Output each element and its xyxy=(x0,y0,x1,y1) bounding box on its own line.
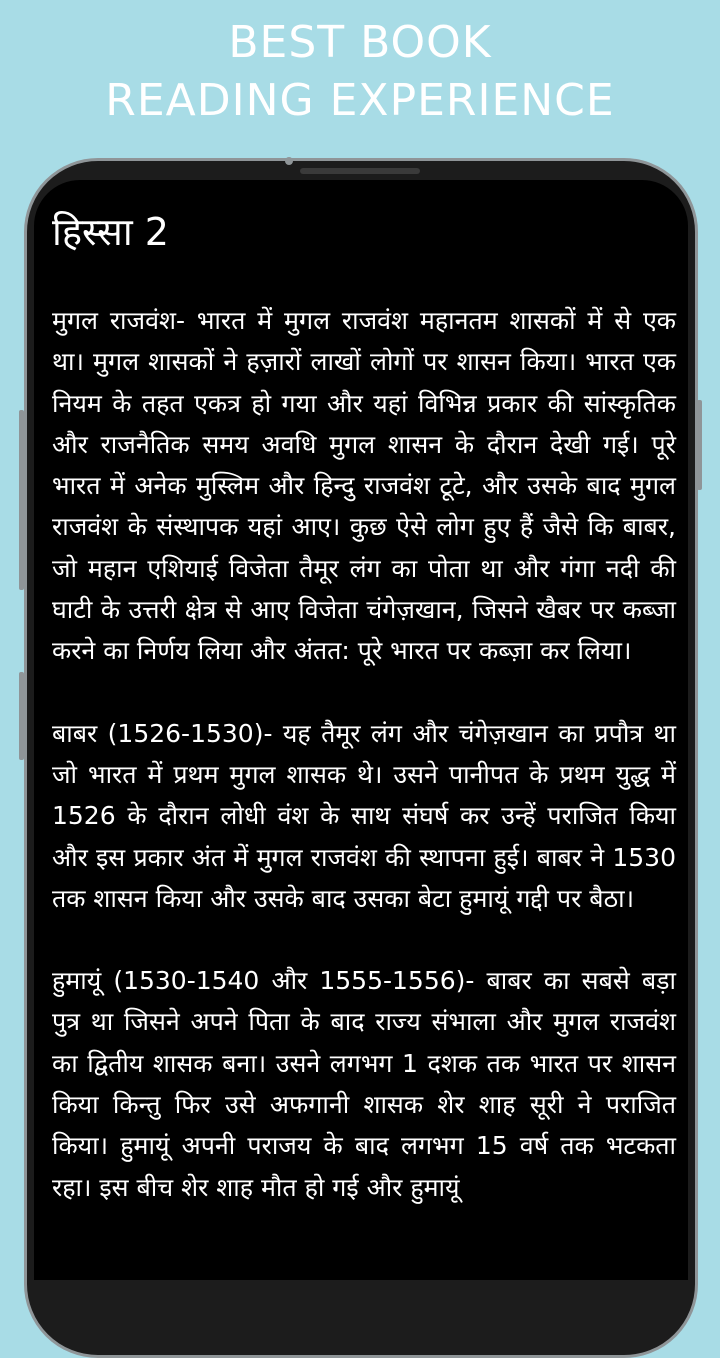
phone-side-button xyxy=(19,672,24,760)
paragraph: मुगल राजवंश- भारत में मुगल राजवंश महानतम शासकों में से एक था। मुगल शासकों ने हज़ारों लाखों लोगों पर शासन किया। भारत एक नियम के तहत एकत्र हो गया और यहां विभिन्न प्रकार की सांस्कृतिक और राजनैतिक समय अवधि मुगल शासन के दौरान देखी गई। पूरे भारत में अनेक मुस्लिम और हिन्दु राजवंश टूटे, और उसके बाद मुगल राजवंश के संस्थापक यहां आए। कुछ ऐसे लोग हुए हैं जैसे कि बाबर, जो महान एशियाई विजेता तैमूर लंग का पोता था और गंगा नदी की घाटी के उत्तरी क्षेत्र से आए विजेता चंगेज़खान, जिसने खैबर पर कब्जा करने का निर्णय लिया और अंतत: पूरे भारत पर कब्ज़ा कर लिया। xyxy=(52,306,676,666)
reader-screen[interactable] xyxy=(34,180,688,1280)
paragraph: हुमायूं (1530-1540 और 1555-1556)- बाबर का सबसे बड़ा पुत्र था जिसने अपने पिता के बाद राज्य संभाला और मुगल राजवंश का द्वितीय शासक बना। उसने लगभग 1 दशक तक भारत पर शासन किया किन्तु फिर उसे अफगानी शासक शेर शाह सूरी ने पराजित किया। हुमायूं अपनी पराजय के बाद लगभग 15 वर्ष तक भटकता रहा। इस बीच शेर शाह मौत हो गई और हुमायूं xyxy=(52,966,676,1202)
reader-content[interactable] xyxy=(52,300,676,1249)
phone-speaker xyxy=(300,168,420,174)
phone-sensor xyxy=(285,157,293,165)
phone-side-button xyxy=(19,410,24,590)
paragraph: बाबर (1526-1530)- यह तैमूर लंग और चंगेज़खान का प्रपौत्र था जो भारत में प्रथम मुगल शासक थे। उसने पानीपत के प्रथम युद्ध में 1526 के दौरान लोधी वंश के साथ संघर्ष कर उन्हें पराजित किया और इस प्रकार अंत में मुगल राजवंश की स्थापना हुई। बाबर ने 1530 तक शासन किया और उसके बाद उसका बेटा हुमायूं गद्दी पर बैठा। xyxy=(52,718,676,913)
phone-side-button xyxy=(697,400,702,490)
promo-line-1: BEST BOOK xyxy=(228,17,492,68)
promo-line-2: READING EXPERIENCE xyxy=(105,75,615,126)
promo-banner xyxy=(0,14,720,130)
chapter-title: हिस्सा 2 xyxy=(52,210,169,254)
